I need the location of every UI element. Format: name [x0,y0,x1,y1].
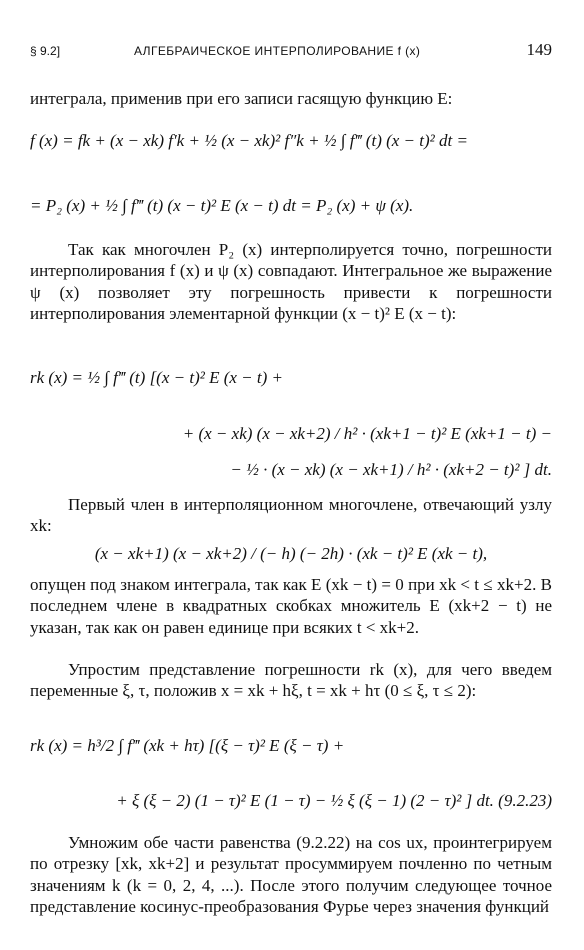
equation-3: rk (x) = ½ ∫ f‴ (t) [(x − t)² E (x − t) + [30,368,284,387]
section-ref: § 9.2] [30,44,61,58]
paragraph-1: Так как многочлен P₂ (x) интерполируется точно, погрешности интерполирования f (x) и ψ (x) совпадают. Интегральное же выражение ψ (x) позволяет эту погрешность привести к погрешности интерполирования элементарной функции (x − t)² E (x − t): [30,240,552,323]
page-number: 149 [526,40,552,59]
equation-6: (x − xk+1) (x − xk+2) / (− h) (− 2h) · (xk − t)² E (xk − t), [94,544,488,563]
equation-5: − ½ · (x − xk) (x − xk+1) / h² · (xk+2 − t)² ] dt. [230,460,552,479]
equation-1: f (x) = fk + (x − xk) f′k + ½ (x − xk)² f″k + ½ ∫ f‴ (t) (x − t)² dt = [30,131,468,150]
running-title: АЛГЕБРАИЧЕСКОЕ ИНТЕРПОЛИРОВАНИЕ f (x) [134,44,421,58]
running-header [30,42,552,60]
paragraph-3: опущен под знаком интеграла, так как E (xk − t) = 0 при xk < t ≤ xk+2. В последнем члене в квадратных скобках множитель E (xk+2 − t) не указан, так как он равен единице при всяких t < xk+2. [30,575,552,637]
paragraph-2: Первый член в интерполяционном многочлене, отвечающий узлу xk: [30,495,552,536]
equation-4: + (x − xk) (x − xk+2) / h² · (xk+1 − t)² E (xk+1 − t) − [182,424,552,443]
equation-8: + ξ (ξ − 2) (1 − τ)² E (1 − τ) − ½ ξ (ξ − 1) (2 − τ)² ] dt. (9.2.23) [116,791,552,810]
equation-2: = P₂ (x) + ½ ∫ f‴ (t) (x − t)² E (x − t) dt = P₂ (x) + ψ (x). [30,196,414,215]
paragraph-5: Умножим обе части равенства (9.2.22) на cos ux, проинтегрируем по отрезку [xk, xk+2] и результат просуммируем почленно по четным значениям k (k = 0, 2, 4, ...). После этого получим следующее точное представление косинус-преобразования Фурье через значения функций [30,833,552,916]
paragraph-4: Упростим представление погрешности rk (x), для чего введем переменные ξ, τ, положив x = xk + hξ, t = xk + hτ (0 ≤ ξ, τ ≤ 2): [30,660,552,701]
equation-7: rk (x) = h³/2 ∫ f‴ (xk + hτ) [(ξ − τ)² E (ξ − τ) + [30,736,345,755]
intro-line: интеграла, применив при его записи гасящую функцию E: [30,89,453,108]
